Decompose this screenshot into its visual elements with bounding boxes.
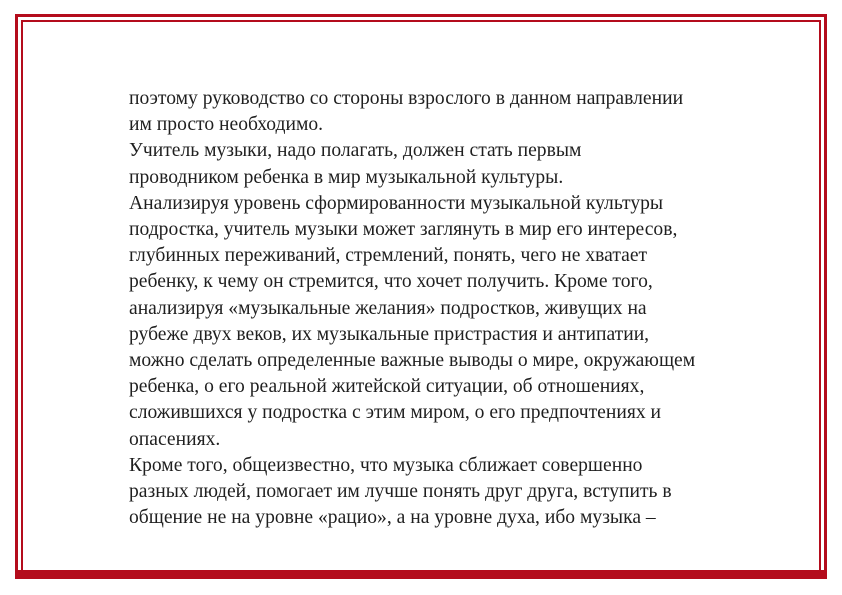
text-line: Кроме того, общеизвестно, что музыка сближает совершенно (129, 454, 643, 476)
text-line: Анализируя уровень сформированности музыкальной культуры (129, 192, 664, 214)
text-line: поэтому руководство со стороны взрослого в данном направлении (129, 88, 684, 109)
text-line: опасениях. (129, 428, 221, 450)
text-line: ребенку, к чему он стремится, что хочет получить. Кроме того, (129, 271, 653, 293)
text-line: проводником ребенка в мир музыкальной культуры. (129, 166, 564, 188)
text-line: подростка, учитель музыки может заглянуть в мир его интересов, (129, 219, 678, 241)
text-line: глубинных переживаний, стремлений, понять, чего не хватает (129, 245, 648, 267)
text-line: им просто необходимо. (129, 114, 324, 136)
text-body (129, 86, 769, 531)
text-line: Учитель музыки, надо полагать, должен стать первым (129, 140, 582, 162)
text-line: общение не на уровне «рацио», а на уровне духа, ибо музыка – (129, 507, 656, 529)
text-line: рубеже двух веков, их музыкальные пристрастия и антипатии, (129, 323, 650, 345)
text-line: разных людей, помогает им лучше понять друг друга, вступить в (129, 481, 672, 503)
text-line: анализируя «музыкальные желания» подростков, живущих на (129, 297, 647, 319)
decorative-frame-bottom-bar (15, 570, 827, 579)
text-line: ребенка, о его реальной житейской ситуации, об отношениях, (129, 376, 645, 398)
text-line: можно сделать определенные важные выводы о мире, окружающем (129, 350, 696, 372)
text-line: сложившихся у подростка с этим миром, о его предпочтениях и (129, 402, 662, 424)
